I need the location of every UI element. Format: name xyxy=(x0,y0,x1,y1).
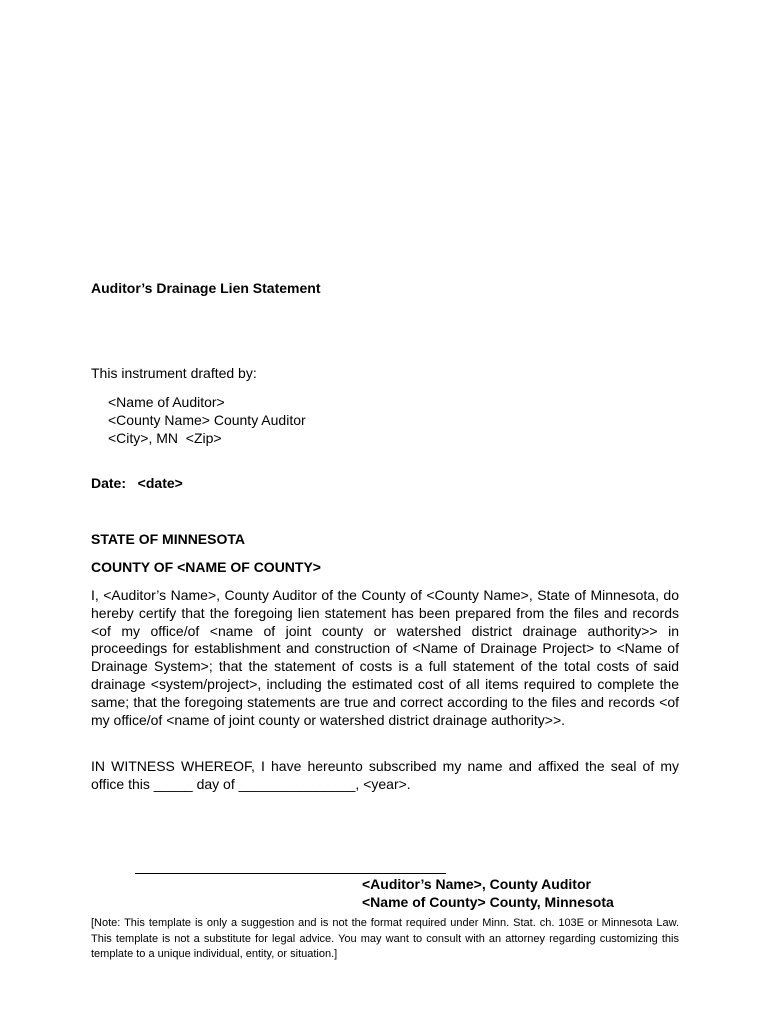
document-title: Auditor’s Drainage Lien Statement xyxy=(91,280,321,296)
drafter-address-block xyxy=(108,393,306,447)
county-heading: COUNTY OF <NAME OF COUNTY> xyxy=(91,559,321,575)
drafter-name: <Name of Auditor> xyxy=(108,394,225,410)
witness-paragraph: IN WITNESS WHEREOF, I have hereunto subscribed my name and affixed the seal of my office this _____ day of _______________, <year>. xyxy=(91,758,679,792)
signature-line xyxy=(135,873,446,874)
signature-county: <Name of County> County, Minnesota xyxy=(362,894,614,910)
date-line: Date: <date> xyxy=(91,475,183,491)
drafter-office: <County Name> County Auditor xyxy=(108,412,306,428)
disclaimer-note: [Note: This template is only a suggestion and is not the format required under Minn. Stat. ch. 103E or Minnesota Law. This template is not a substitute for legal advice. You may want to consult with an attorney regarding customizing this template to a unique individual, entity, or situation.] xyxy=(91,917,679,960)
drafter-city-state-zip: <City>, MN <Zip> xyxy=(108,430,222,446)
state-heading: STATE OF MINNESOTA xyxy=(91,531,245,547)
certification-paragraph: I, <Auditor’s Name>, County Auditor of the County of <County Name>, State of Minnesota, do hereby certify that the foregoing lien statement has been prepared from the files and records <of my office/of <name of joint county or watershed district drainage authority>> in proceedings for establishment and construction of <Name of Drainage Project> to <Name of Drainage System>; that the statement of costs is a full statement of the total costs of said drainage <system/project>, including the estimated cost of all items required to complete the same; that the foregoing statements are true and correct according to the files and records <of my office/of <name of joint county or watershed district drainage authority>>. xyxy=(91,587,679,728)
signature-name-title: <Auditor’s Name>, County Auditor xyxy=(362,876,591,892)
drafted-by-label: This instrument drafted by: xyxy=(91,365,257,381)
